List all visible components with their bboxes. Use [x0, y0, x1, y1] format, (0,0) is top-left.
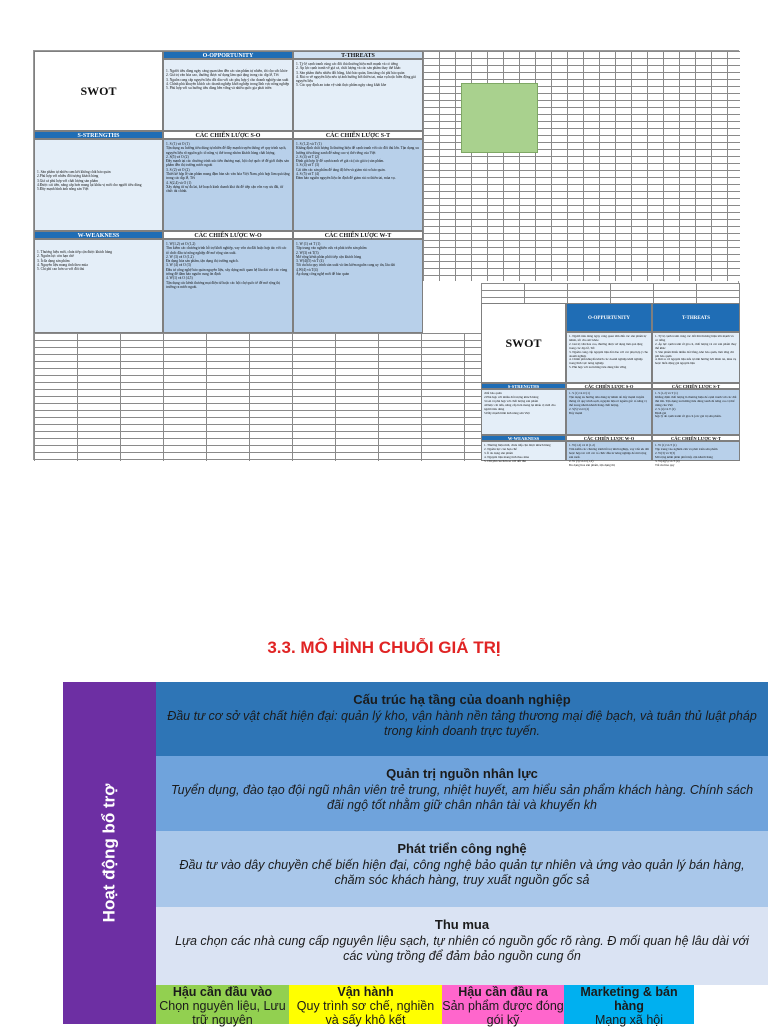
- swot-title: SWOT: [80, 83, 117, 98]
- strengths2-body: chất bảo quản 2.Phù hợp với nhiều đối tượng khách hàng 3.Giá cả phù hợp với chất lượng sản phẩm 4.Được cải tiến, nâng cấp hơn mang lại khẩu vị mới cho người tiêu dùng 5.Đầy mạnh hình ảnh nông sản Việt: [481, 389, 566, 435]
- st2-strategies-header: CÁC CHIẾN LƯỢC S-T: [652, 383, 740, 389]
- strengths2-header: S-STRENGTHS: [481, 383, 566, 389]
- so2-strategies-body: 1. S (1) và O (1) Tận dụng xu hướng tiêu dùng tự nhiên để đẩy mạnh truyền thông về quy trình sạch, nguyên liệu rõ nguồn gốc tổ nâng vị thế trong nhóm khách hàng chất lượng. 2. S(5) và O (2) Đẩy mạnh: [566, 389, 652, 435]
- band-technology: [156, 831, 768, 907]
- band-procurement: [156, 907, 768, 985]
- primary-marketing-sales: [564, 985, 694, 1027]
- wo2-strategies-header: CÁC CHIẾN LƯỢC W-O: [566, 435, 652, 441]
- sheet-grid-bottom-right: [481, 283, 740, 303]
- band-hr-title: Quản trị nguồn nhân lực: [386, 766, 538, 781]
- st-strategies-header: CÁC CHIẾN LƯỢC S-T: [293, 131, 423, 139]
- primary-outbound-title: Hậu cần đầu ra: [458, 985, 548, 999]
- band-technology-title: Phát triển công nghệ: [397, 841, 527, 856]
- wo-strategies-header: CÁC CHIẾN LƯỢC W-O: [163, 231, 293, 239]
- primary-inbound-logistics: [156, 985, 289, 1027]
- weakness-body: 1. Thương hiệu mới, chưa tiếp cận được khách hàng 2. Nguồn lực còn hạn chế 3. Ít đa dạng sản phẩm 4. Nguyên liệu mang tính theo mùa 5. Chi phí cao hơn so với đối thủ: [34, 239, 163, 333]
- band-infrastructure-text: Đầu tư cơ sở vật chất hiện đại: quản lý kho, vận hành nền tảng thương mại điệ bạch, và tuân thủ luật pháp trong kinh doanh trực tuyến.: [167, 709, 757, 738]
- band-infrastructure-title: Cấu trúc hạ tầng của doanh nghiệp: [353, 692, 571, 707]
- wo2-strategies-body: 1. W(1,2) và O (1,2) Tìm kiếm các chương trình hỗ trợ khởi nghiệp, vay vốn ưu đãi hoặc hợp tác với các tổ chức đầu tư nông nghiệp để mở rộng sản xuất. 2. W (3) và O (1,2) Đa dạng hóa sản phẩm, tận dụng thị: [566, 441, 652, 461]
- sheet-grid-bottom: [34, 333, 481, 461]
- st2-strategies-body: 1. S (1,2) và T (1) Khẳng định chất lượng là thương hiệu để cạnh tranh với các đối thủ lớn. Tận dụng xu hướng tiêu dùng xanh để nâng cao vị thế riêng của Việt 2. S (4) và T (2) Định giá hợp lý để cạnh tranh về giá cả (các giá trị sản phẩm.: [652, 389, 740, 435]
- band-technology-text: Đầu tư vào dây chuyền chế biến hiện đại, công nghệ bảo quản tự nhiên và ứng vào quản lý bán hàng, chăm sóc khách hàng, truy xuất nguồn gốc sả: [179, 858, 745, 887]
- primary-marketing-title: Marketing & bán hàng: [580, 985, 678, 1013]
- wt2-strategies-header: CÁC CHIẾN LƯỢC W-T: [652, 435, 740, 441]
- band-infrastructure: [156, 682, 768, 756]
- support-activities-sidebar: [63, 682, 156, 1024]
- wt2-strategies-body: 1. W (1) và T (1) Tập trung vào nghiên cứu và phát triển sản phẩm 2. W(3) và T(3) Mở rộng kênh phân phối tiếp cận khách hàng 3. W(4)(5) và T (4) Tối ưu hóa quy: [652, 441, 740, 461]
- wt-strategies-body: 1. W (1) và T (1) Tập trung vào nghiên cứu và phát triển sản phẩm 2. W(3) và T(3) Mở rộng kênh phân phối tiếp cận khách hàng 3. W(4)(5) và T (4) Tối ưu hóa quy trình sản xuất và tìm kiếm nguồn cung uy tín, lâu dài 4.W(4) và T(4) Áp dụng công nghệ mới để bảo quản: [293, 239, 423, 333]
- section-title: 3.3. MÔ HÌNH CHUỖI GIÁ TRỊ: [267, 638, 501, 657]
- threats2-body: 1. Tỷ lệ cạnh tranh cùng các đối thủ thương hiệu lớn mạnh và có tiếng 2. Áp lực cạnh tranh về giá cả, chất lượng và các sản phẩm thay thế khác 3. Sản phẩm thiếu nhiều đổi bằng, khó bảo quản, làm tăng chi phí bảo quản 4. Rủi ro về nguyên liệu nếu tự ảnh hưởng bởi thiên tai, mùa vụ hoặc biến động giá nguyên liệu: [652, 332, 740, 383]
- swot2-title: SWOT: [505, 335, 542, 350]
- band-procurement-title: Thu mua: [434, 917, 490, 932]
- so-strategies-body: 1. S (1) và O (1) Tận dụng xu hướng tiêu dùng tự nhiên để đẩy mạnh truyền thông về quy trình sạch, nguyên liệu rõ nguồn gốc tổ nâng vị thế trong nhóm khách hàng chất lượng. 2. S(5) và O (2) Đẩy mạnh tại các chương trình xúc tiến thương mại, hội chợ quốc tế để giới thiệu sản phẩm đến thị trường nước ngoài 3. S (2) và O (2) Thiết kế hộp lễ sản phẩm mang đậm bản sắc văn hóa Việt Nam, phù hợp làm quà tặng trong các dịp lễ, Tết 4. S(2,4) và O (1) Xây dựng từ sự đa lai, kế hoạch kinh doanh khả thi để tiếp cận vốn vay ưu đãi, từ chức tài chính.: [163, 139, 293, 231]
- primary-outbound-text: Sản phẩm được đóng gói kỹ: [442, 999, 564, 1027]
- primary-operations-title: Vận hành: [337, 985, 394, 999]
- green-highlight-block: [461, 83, 538, 153]
- weakness-header: W-WEAKNESS: [34, 231, 163, 239]
- primary-operations: [289, 985, 442, 1027]
- primary-outbound-logistics: [442, 985, 564, 1027]
- swot-title-cell: [34, 51, 163, 131]
- primary-marketing-text: Mạng xã hội: [594, 1013, 664, 1027]
- opportunity2-body: 1. Người tiêu dùng ngày càng quan tâm đến các sản phẩm tự nhiên, tốt cho sức khỏe 2. Giá trị văn hóa cao, thường được sử dụng làm quà tặng trong các dịp lễ, Tết 3. Nguồn cung cấp nguyên liệu dồi dào với các phụ hợp ý cho doanh nghiệp 4. Chính phủ khuyến khích các doanh nghiệp khởi nghiệp trong lĩnh vực nông nghiệp 5. Phù hợp với xu hướng tiêu dùng bền vững: [566, 332, 652, 383]
- primary-inbound-text: Chọn nguyên liệu, Lưu trữ nguyên: [159, 999, 286, 1027]
- band-procurement-text: Lựa chọn các nhà cung cấp nguyên liệu sạch, tự nhiên có nguồn gốc rõ ràng. Đ mối quan hệ lâu dài với các vùng trồng để đảm bảo nguồn cung ổn: [175, 934, 749, 963]
- threats-header: T-THREATS: [293, 51, 423, 59]
- band-hr-text: Tuyển dụng, đào tạo đội ngũ nhân viên trẻ trung, nhiệt huyết, am hiểu sản phẩm khách hàng. Chính sách đãi ngộ tốt nhằm giữ chân nhân tài và khuyến kh: [170, 783, 754, 812]
- spreadsheet-page: [33, 50, 739, 467]
- threats2-header: T-THREATS: [652, 303, 740, 332]
- support-activities-label: Hoạt động bổ trợ: [99, 783, 119, 923]
- wo-strategies-body: 1. W(1,2) và O (1,2) Tìm kiếm các chương trình hỗ trợ khởi nghiệp, vay vốn ưu đãi hoặc hợp tác với các tổ chức đầu tư nông nghiệp để mở rộng sản xuất. 2. W (3) và O (1,2) Đa dạng hóa sản phẩm, tận dụng thị trường ngách. 3. W (4) và O (3) Đầu tư công nghệ bảo quản nguyên liệu, xây dựng mối quan hệ lâu dài với các vùng trồng để đảm bảo nguồn cung ổn định 4. W(1) và O (4,5) Tận dụng các kênh thương mại điện tử hoặc các hội chợ quốc tế để mở rộng thị trường ra nước ngoài.: [163, 239, 293, 333]
- swot2-title-cell: [481, 303, 566, 383]
- opportunity2-header: O-OPPURTUNITY: [566, 303, 652, 332]
- so-strategies-header: CÁC CHIẾN LƯỢC S-O: [163, 131, 293, 139]
- strengths-header: S-STRENGTHS: [34, 131, 163, 139]
- opportunity-body: 1. Người tiêu dùng ngày càng quan tâm đến các sản phẩm tự nhiên, tốt cho sức khỏe 2. Giá trị văn hóa cao, thường được sử dụng làm quà tặng trong các dịp lễ, Tết 3. Nguồn cung cấp nguyên liệu dồi dào với các phụ hợp ý cho doanh nghiệp sản xuất 4. Chính phủ khuyến khích các doanh nghiệp khởi nghiệp trong lĩnh vực nông nghiệp 5. Phù hợp với xu hướng tiêu dùng bền vững và nhiều quốc gia phát triển: [163, 59, 293, 131]
- opportunity-header: O-OPPORTUNITY: [163, 51, 293, 59]
- strengths-body: 1. Sản phẩm tự nhiên cam kết không chất bảo quản 2.Phù hợp với nhiều đối tượng khách hàng 3.Giá cả phù hợp với chất lượng sản phẩm 4.Được cải tiến, nâng cấp hơn mang lại khẩu vị mới cho người tiêu dùng 5.Đầy mạnh hình ảnh nông sản Việt: [34, 139, 163, 231]
- band-hr: [156, 756, 768, 831]
- st-strategies-body: 1. S (1,2) và T (1) Khẳng định chất lượng là thương hiệu để cạnh tranh với các đối thủ lớn. Tận dụng xu hướng tiêu dùng xanh để nâng cao vị thế riêng của Việt 2. S (4) và T (2) Định giá hợp lý để cạnh tranh về giá cả (các giá trị sản phẩm. 3. S (4) và T (3) Cải tiến các sản phẩm để tăng độ bền và giảm rủi ro bảo quản. 4. S (5) và T (4) Đảm bảo nguồn nguyên liệu ổn định để giảm rủi ro thiên tai, mùa vụ.: [293, 139, 423, 231]
- weakness2-body: 1. Thương hiệu mới, chưa tiếp cận được khách hàng 2. Nguồn lực còn hạn chế 3. Ít đa dạng sản phẩm 4. Nguyên liệu mang tính theo mùa 5. Chi phí cao hơn so với đối thủ: [481, 441, 566, 461]
- threats-body: 1. Tỷ lệ cạnh tranh cùng các đối thủ thương hiệu mới mạnh và có tiếng 2. Áp lực cạnh tranh về giá cả, chất lượng và các sản phẩm thay thế khác 3. Sản phẩm thiếu nhiều đổi bằng, khó bảo quản, làm tăng chi phí bảo quản 4. Rủi ro về nguyên liệu nếu tự ảnh hưởng bởi thiên tai, mùa vụ hoặc biến động giá nguyên liệu 5. Các quy định an toàn vệ sinh thực phẩm ngày càng khắt khe: [293, 59, 423, 131]
- primary-inbound-title: Hậu cần đầu vào: [172, 985, 273, 999]
- weakness2-header: W-WEAKNESS: [481, 435, 566, 441]
- wt-strategies-header: CÁC CHIẾN LƯỢC W-T: [293, 231, 423, 239]
- primary-operations-text: Quy trình sơ chế, nghiền và sấy khô kết: [296, 999, 435, 1027]
- so2-strategies-header: CÁC CHIẾN LƯỢC S-O: [566, 383, 652, 389]
